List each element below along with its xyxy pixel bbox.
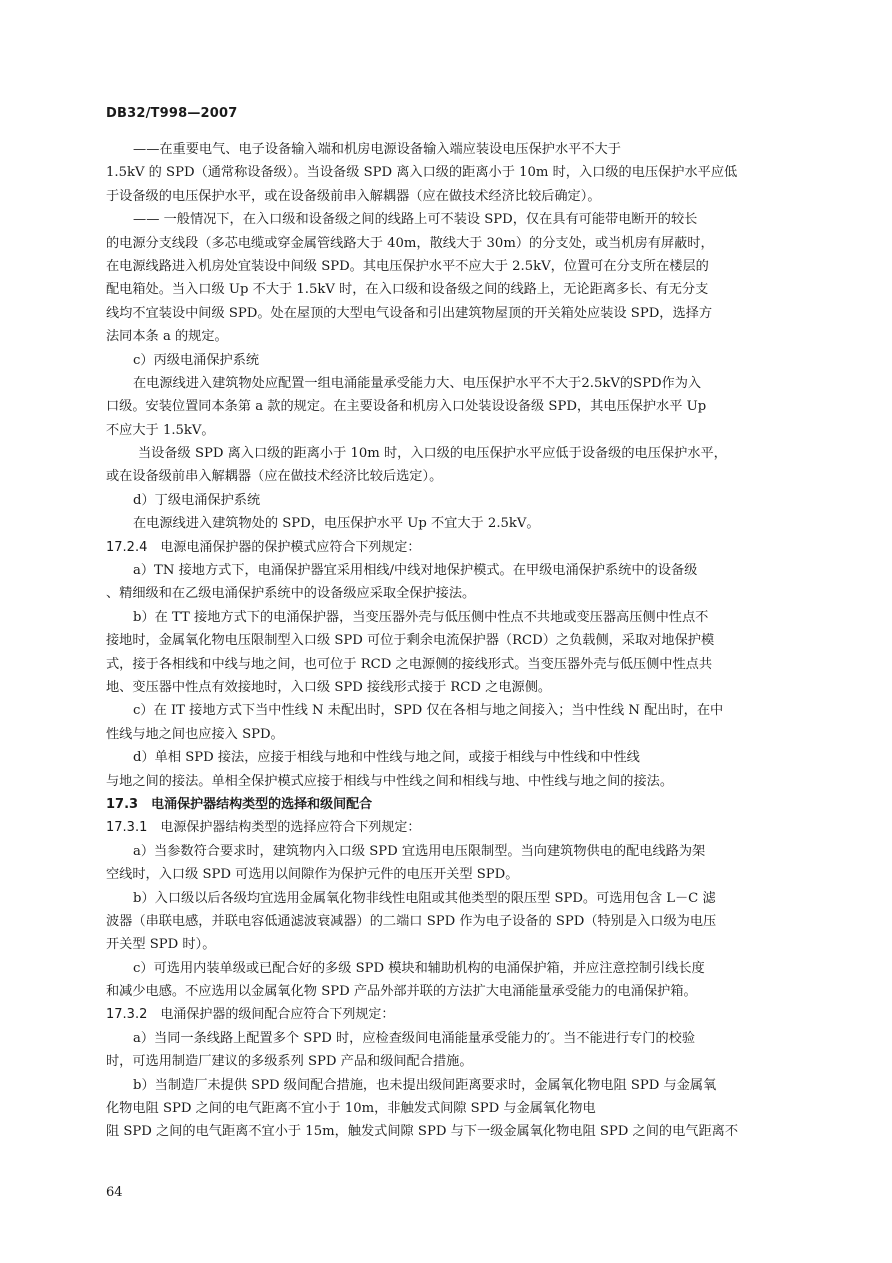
text-line: c）在 IT 接地方式下当中性线 N 未配出时，SPD 仅在各相与地之间接入；当中性线 N 配出时，在中 [133, 703, 724, 719]
text-line: 在电源线进入建筑物处应配置一组电涌能量承受能力大、电压保护水平不大于2.5kV的SPD作为入 [133, 375, 702, 391]
text-line: 和减少电感。不应选用以金属氧化物 SPD 产品外部并联的方法扩大电涌能量承受能力的电涌保护箱。 [106, 984, 697, 1000]
text-line: 在电源线路进入机房处宜装设中间级 SPD。其电压保护水平不应大于 2.5kV，位置可在分支所在楼层的 [106, 258, 709, 274]
text-line: c）可选用内装单级或已配合好的多级 SPD 模块和辅助机构的电涌保护箱，并应注意控制引线长度 [133, 960, 705, 976]
text-line: 性线与地之间也应接入 SPD。 [106, 726, 284, 742]
text-line: 口级。安装位置同本条第 a 款的规定。在主要设备和机房入口处装设设备级 SPD，其电压保护水平 Up [106, 399, 707, 415]
text-line: 于设备级的电压保护水平，或在设备级前串入解耦器（应在做技术经济比较后确定）。 [106, 188, 601, 204]
text-line: 不应大于 1.5kV。 [106, 422, 215, 438]
text-line: b）入口级以后各级均宜选用金属氧化物非线性电阻或其他类型的限压型 SPD。可选用包含 L－C 滤 [133, 890, 716, 906]
text-line: 接地时，金属氧化物电压限制型入口级 SPD 可位于剩余电流保护器（RCD）之负载侧，采取对地保护模 [106, 633, 715, 649]
text-line: 或在设备级前串入解耦器（应在做技术经济比较后选定）。 [106, 469, 443, 485]
clause-heading: 17.3.2 电涌保护器的级间配合应符合下列规定： [106, 1007, 395, 1023]
text-line: 阻 SPD 之间的电气距离不宜小于 15m，触发式间隙 SPD 与下一级金属氧化物电阻 SPD 之间的电气距离不 [106, 1124, 739, 1140]
text-line: 与地之间的接法。单相全保护模式应接于相线与中性线之间和相线与地、中性线与地之间的接法。 [106, 773, 674, 789]
text-line: b）当制造厂未提供 SPD 级间配合措施，也未提出级间距离要求时，金属氧化物电阻 SPD 与金属氧 [133, 1077, 717, 1093]
text-line: 当设备级 SPD 离入口级的距离小于 10m 时，入口级的电压保护水平应低于设备级的电压保护水平， [138, 446, 727, 462]
text-line: 开关型 SPD 时）。 [106, 937, 216, 953]
section-heading: 17.3 电涌保护器结构类型的选择和级间配合 [106, 796, 373, 812]
text-line: 式，接于各相线和中线与地之间，也可位于 RCD 之电源侧的接线形式。当变压器外壳与低压侧中性点共 [106, 656, 713, 672]
text-line: 配电箱处。当入口级 Up 不大于 1.5kV 时，在入口级和设备级之间的线路上，无论距离多长、有无分支 [106, 282, 709, 298]
body-text [106, 138, 810, 1144]
text-line: c）丙级电涌保护系统 [133, 352, 260, 368]
text-line: 的电源分支线段（多芯电缆或穿金属管线路大于 40m，散线大于 30m）的分支处，或当机房有屏蔽时， [106, 235, 714, 251]
text-line: 法同本条 a 的规定。 [106, 329, 228, 345]
text-line: 在电源线进入建筑物处的 SPD，电压保护水平 Up 不宜大于 2.5kV。 [133, 516, 540, 532]
text-line: —— 一般情况下，在入口级和设备级之间的线路上可不装设 SPD，仅在具有可能带电断开的较长 [133, 212, 698, 228]
text-line: a）当参数符合要求时，建筑物内入口级 SPD 宜选用电压限制型。当向建筑物供电的配电线路为架 [133, 843, 706, 859]
standard-code-header: DB32/T998—2007 [106, 106, 238, 121]
text-line: 线均不宜装设中间级 SPD。处在屋顶的大型电气设备和引出建筑物屋顶的开关箱处应装设 SPD，选择方 [106, 305, 713, 321]
text-line: a）TN 接地方式下，电涌保护器宜采用相线/中线对地保护模式。在甲级电涌保护系统中的设备级 [133, 563, 698, 579]
page-number: 64 [106, 1185, 123, 1200]
clause-heading: 17.3.1 电源保护器结构类型的选择应符合下列规定： [106, 820, 421, 836]
clause-heading: 17.2.4 电源电涌保护器的保护模式应符合下列规定： [106, 539, 421, 555]
text-line: b）在 TT 接地方式下的电涌保护器，当变压器外壳与低压侧中性点不共地或变压器高压侧中性点不 [133, 609, 709, 625]
text-line: 波器（串联电感，并联电容低通滤波衰减器）的二端口 SPD 作为电子设备的 SPD（特别是入口级为电压 [106, 913, 717, 929]
text-line: 化物电阻 SPD 之间的电气距离不宜小于 10m，非触发式间隙 SPD 与金属氧化物电 [106, 1101, 596, 1117]
text-line: d）丁级电涌保护系统 [133, 492, 261, 508]
text-line: a）当同一条线路上配置多个 SPD 时，应检查级间电涌能量承受能力的′。当不能进行专门的校验 [133, 1030, 696, 1046]
text-line: 时，可选用制造厂建议的多级系列 SPD 产品和级间配合措施。 [106, 1054, 473, 1070]
text-line: 空线时，入口级 SPD 可选用以间隙作为保护元件的电压开关型 SPD。 [106, 867, 519, 883]
text-line: ——在重要电气、电子设备输入端和机房电源设备输入端应装设电压保护水平不大于 [133, 142, 621, 157]
text-line: 1.5kV 的 SPD（通常称设备级）。当设备级 SPD 离入口级的距离小于 10m 时，入口级的电压保护水平应低 [106, 165, 738, 181]
text-line: d）单相 SPD 接法，应接于相线与地和中性线与地之间，或接于相线与中性线和中性线 [133, 750, 640, 766]
text-line: 、精细级和在乙级电涌保护系统中的设备级应采取全保护接法。 [106, 586, 476, 602]
text-line: 地、变压器中性点有效接地时，入口级 SPD 接线形式接于 RCD 之电源侧。 [106, 679, 552, 695]
